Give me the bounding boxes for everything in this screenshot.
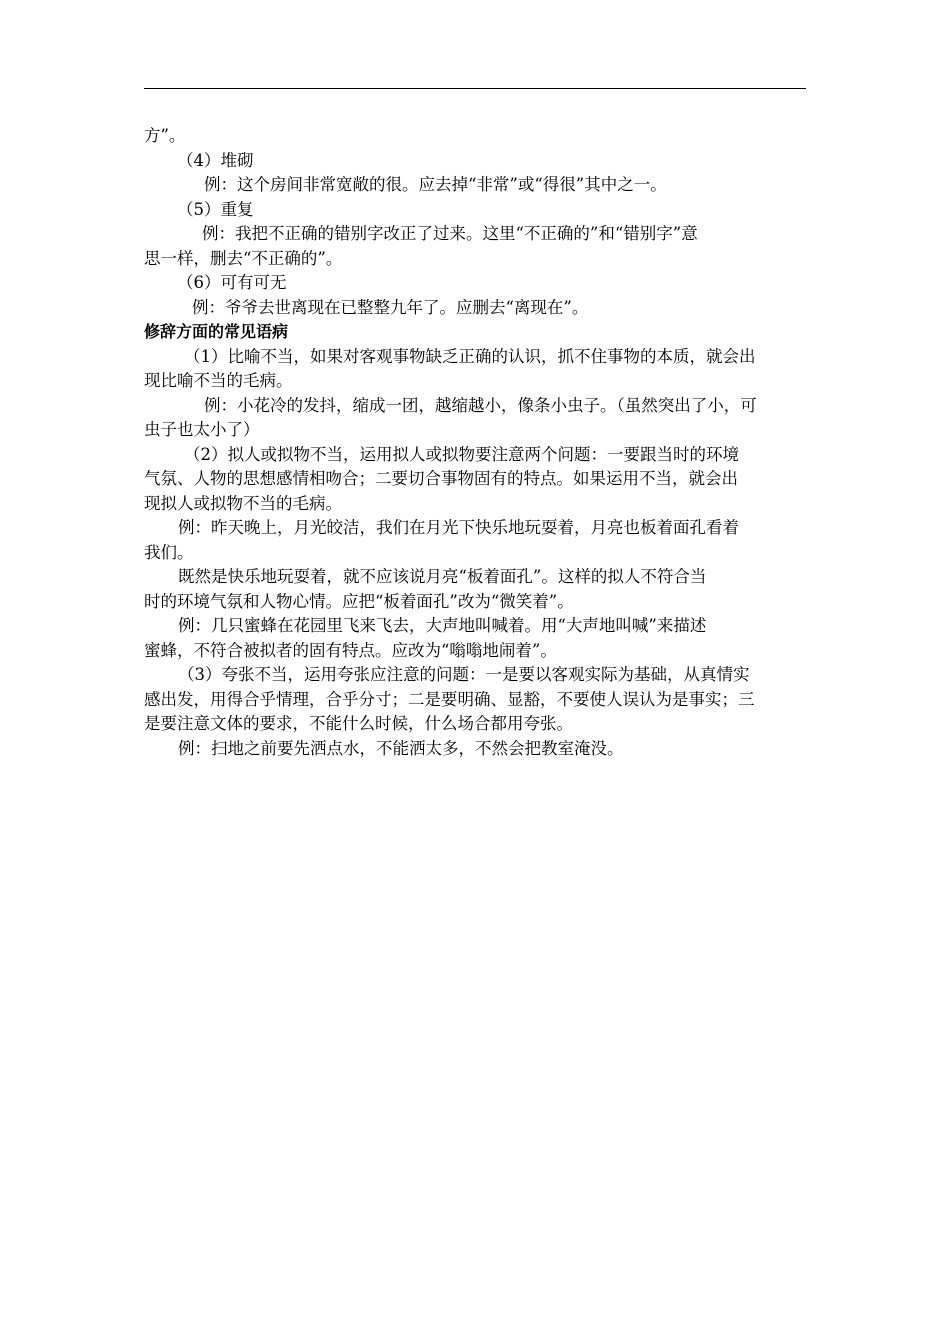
paragraph-line: （1）比喻不当，如果对客观事物缺乏正确的认识，抓不住事物的本质，就会出 — [184, 346, 756, 366]
paragraph-line: （3）夸张不当，运用夸张应注意的问题：一是要以客观实际为基础，从真情实 — [178, 665, 750, 684]
example-line: 例：这个房间非常宽敞的很。应去掉“非常”或“得很”其中之一。 — [204, 175, 667, 194]
example-line: 例：几只蜜蜂在花园里飞来飞去，大声地叫喊着。用“大声地叫喊”来描述 — [178, 616, 707, 635]
paragraph-line: 既然是快乐地玩耍着，就不应该说月亮“板着面孔”。这样的拟人不符合当 — [178, 567, 707, 586]
list-item-heading: （6）可有可无 — [177, 273, 287, 292]
list-item-heading: （4）堆砌 — [177, 150, 254, 170]
paragraph-line: 感出发，用得合乎情理，合乎分寸；二是要明确、显豁，不要使人误认为是事实；三 — [144, 689, 755, 709]
example-line: 蜜蜂，不符合被拟者的固有特点。应改为“嗡嗡地闹着”。 — [144, 640, 557, 660]
example-line: 思一样，删去“不正确的”。 — [144, 248, 343, 268]
list-item-heading: （5）重复 — [177, 199, 254, 219]
example-line: 例：爷爷去世离现在已整整九年了。应删去“离现在”。 — [192, 297, 589, 317]
paragraph-line: 现拟人或拟物不当的毛病。 — [144, 493, 342, 513]
example-line: 例：小花冷的发抖，缩成一团，越缩越小，像条小虫子。（虽然突出了小，可 — [204, 395, 757, 415]
paragraph-line: （2）拟人或拟物不当，运用拟人或拟物要注意两个问题：一要跟当时的环境 — [184, 444, 739, 464]
example-line: 虫子也太小了） — [144, 420, 260, 439]
header-rule — [144, 88, 806, 89]
paragraph-line: 现比喻不当的毛病。 — [144, 371, 293, 390]
paragraph-line: 时的环境气氛和人物心情。应把“板着面孔”改为“微笑着”。 — [144, 591, 574, 611]
paragraph-line: 是要注意文体的要求，不能什么时候，什么场合都用夸张。 — [144, 714, 573, 733]
example-line: 例：扫地之前要先洒点水，不能洒太多，不然会把教室淹没。 — [178, 738, 624, 758]
text-line: 方”。 — [144, 126, 186, 145]
example-line: 我们。 — [144, 542, 194, 562]
section-title: 修辞方面的常见语病 — [144, 322, 289, 341]
document-body — [144, 124, 806, 761]
paragraph-line: 气氛、人物的思想感情相吻合；二要切合事物固有的特点。如果运用不当，就会出 — [144, 469, 738, 488]
example-line: 例：我把不正确的错别字改正了过来。这里“不正确的”和“错别字”意 — [202, 224, 698, 243]
example-line: 例：昨天晚上，月光皎洁，我们在月光下快乐地玩耍着，月亮也板着面孔看着 — [178, 518, 739, 537]
